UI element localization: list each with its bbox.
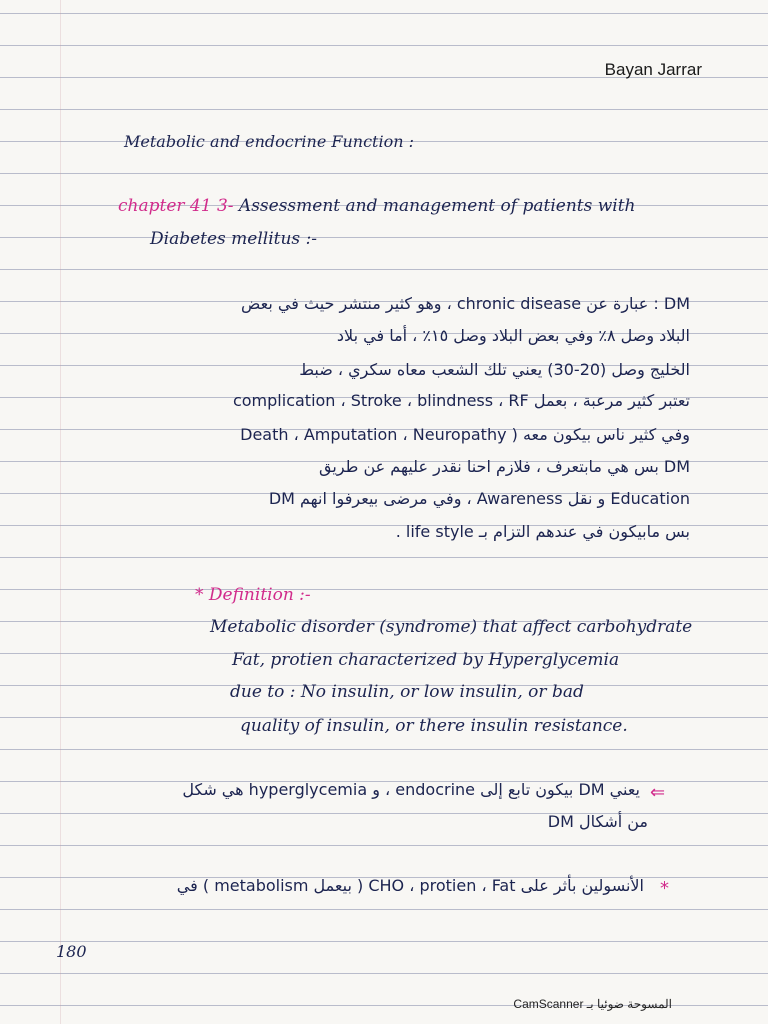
author-name: Bayan Jarrar (604, 60, 702, 79)
definition-line-3: due to : No insulin, or low insulin, or bad (230, 682, 584, 702)
definition-line-4: quality of insulin, or there insulin resistance. (240, 716, 628, 736)
intro-line-2: البلاد وصل ٨٪ وفي بعض البلاد وصل ١٥٪ ، أما في بلاد (336, 326, 690, 345)
intro-line-1: DM : عبارة عن chronic disease ، وهو كثير منتشر حيث في بعض (241, 294, 690, 313)
chapter-title-line1: Assessment and management of patients with (238, 196, 636, 216)
arrow-icon: ⇐ (650, 782, 666, 803)
note-2: الأنسولين بأثر على CHO ، protien ، Fat ( بيعمل metabolism ) في (176, 876, 644, 895)
chapter-title-line2: Diabetes mellitus :- (150, 229, 318, 249)
note-1-line-2: من أشكال DM (547, 812, 648, 831)
intro-line-3: الخليج وصل (20-30) يعني تلك الشعب معاه سكري ، ضبط (299, 360, 690, 379)
definition-line-2: Fat, protien characterized by Hyperglycemia (232, 650, 620, 670)
page-number: 180 (56, 942, 87, 961)
chapter-label: chapter 41 3- (118, 196, 234, 216)
intro-line-6: DM بس هي مابتعرف ، فلازم احنا نقدر عليهم عن طريق (319, 457, 690, 476)
intro-line-5: وفي كثير ناس بيكون معه ( Death ، Amputation ، Neuropathy (240, 425, 690, 444)
definition-line-1: Metabolic disorder (syndrome) that affect carbohydrate (210, 617, 693, 637)
intro-line-8: بس مابيكون في عندهم التزام بـ life style . (395, 522, 690, 541)
star-icon: * (660, 878, 669, 899)
scanner-watermark: CamScanner المسوحة ضوئيا بـ (513, 997, 672, 1011)
intro-line-7: Education و نقل Awareness ، وفي مرضى بيعرفوا انهم DM (268, 489, 690, 508)
margin-line (60, 0, 61, 1024)
note-1-line-1: يعني DM بيكون تابع إلى endocrine ، و hyperglycemia هي شكل (182, 780, 640, 799)
intro-line-4: تعتبر كثير مرعبة ، بعمل complication ، Stroke ، blindness ، RF (232, 391, 690, 410)
section-title: Metabolic and endocrine Function : (124, 132, 415, 151)
definition-label: * Definition :- (195, 585, 311, 605)
chapter-heading (118, 196, 636, 216)
